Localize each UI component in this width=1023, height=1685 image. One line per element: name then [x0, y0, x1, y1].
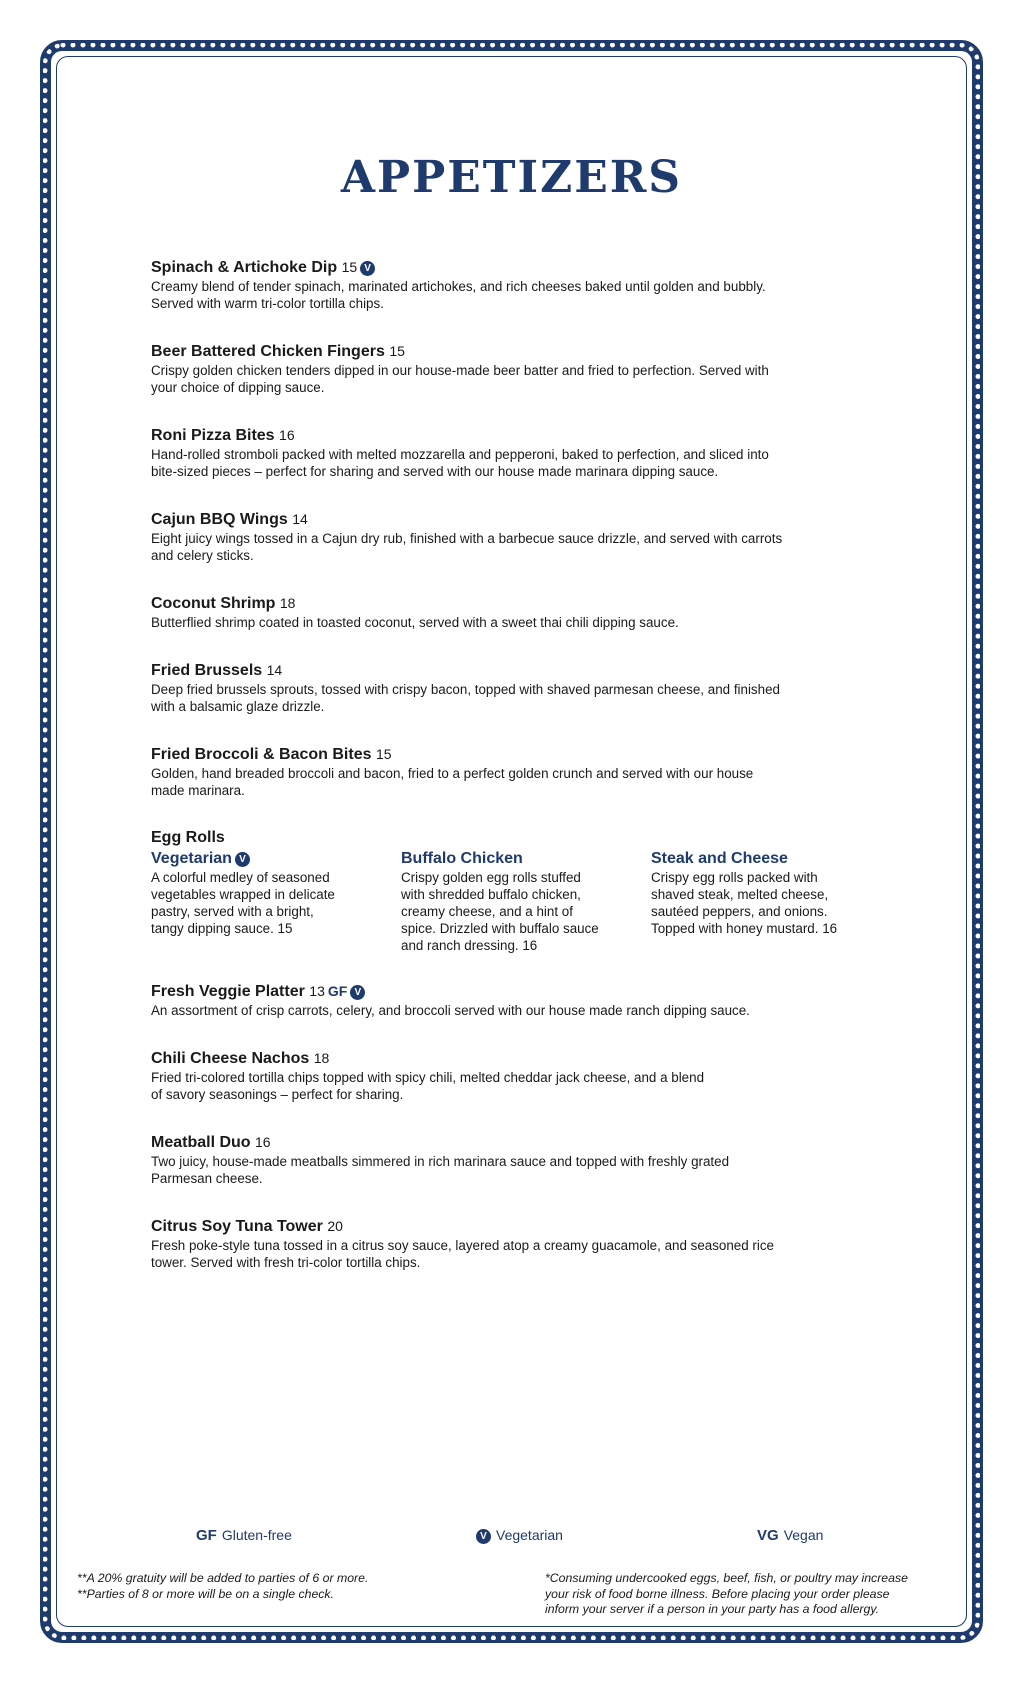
item-price: 18: [313, 1050, 330, 1066]
item-price: 20: [327, 1218, 343, 1234]
item-price: 16: [279, 427, 295, 443]
legend-label: Vegetarian: [496, 1527, 563, 1543]
egg-roll-buffalo-chicken: [401, 849, 621, 954]
menu-item-veggie-platter: [151, 982, 881, 1019]
item-name: Roni Pizza Bites: [151, 427, 275, 444]
egg-roll-steak-cheese: [651, 849, 871, 937]
menu-item-tuna-tower: [151, 1217, 881, 1271]
sub-item-description: Crispy egg rolls packed with shaved steak, melted cheese, sautéed peppers, and onions. Topped with honey mustard. 16: [651, 870, 838, 936]
item-description: Fresh poke-style tuna tossed in a citrus soy sauce, layered atop a creamy guacamole, and seasoned rice tower. Served with fresh tri-color tortilla chips.: [151, 1238, 774, 1270]
menu-item-chili-nachos: [151, 1049, 881, 1103]
health-advisory-note: *Consuming undercooked eggs, beef, fish, or poultry may increase your risk of food borne illness. Before placing your order please inform your server if a person in your party has a food allergy.: [545, 1571, 908, 1616]
item-name: Fried Broccoli & Bacon Bites: [151, 746, 372, 763]
item-name: Spinach & Artichoke Dip: [151, 259, 338, 276]
item-price: 15: [375, 746, 392, 762]
vegan-icon: VG: [757, 1527, 779, 1544]
item-name: Meatball Duo: [151, 1134, 251, 1151]
vegetarian-badge-icon: V: [235, 852, 250, 867]
item-price: 13: [309, 983, 325, 999]
item-price: 15: [341, 259, 358, 275]
item-description: Deep fried brussels sprouts, tossed with crispy bacon, topped with shaved parmesan cheese, and finished with a balsamic glaze drizzle.: [151, 682, 780, 714]
menu-item-spinach-dip: [151, 258, 881, 312]
item-name: Citrus Soy Tuna Tower: [151, 1218, 323, 1235]
menu-item-pizza-bites: [151, 426, 881, 480]
item-description: An assortment of crisp carrots, celery, and broccoli served with our house made ranch dipping sauce.: [151, 1003, 750, 1018]
menu-item-meatball-duo: [151, 1133, 881, 1187]
item-description: Eight juicy wings tossed in a Cajun dry rub, finished with a barbecue sauce drizzle, and served with carrots and celery sticks.: [151, 531, 783, 563]
legend-vegetarian: [476, 1527, 563, 1544]
sub-item-name: Vegetarian: [151, 850, 232, 867]
item-description: Creamy blend of tender spinach, marinated artichokes, and rich cheeses baked until golden and bubbly. Served with warm tri-color tortilla chips.: [151, 279, 766, 311]
item-description: Butterflied shrimp coated in toasted coconut, served with a sweet thai chili dipping sauce.: [151, 615, 679, 630]
item-name: Coconut Shrimp: [151, 595, 276, 612]
item-description: Crispy golden chicken tenders dipped in our house-made beer batter and fried to perfection. Served with your choice of dipping sauce.: [151, 363, 769, 395]
item-name: Cajun BBQ Wings: [151, 511, 288, 528]
menu-item-broccoli-bacon: [151, 745, 881, 799]
item-description: Hand-rolled stromboli packed with melted mozzarella and pepperoni, baked to perfection, and sliced into bite-sized pieces – perfect for sharing and served with our house made marinara dipping sauce.: [151, 447, 769, 479]
item-description: Fried tri-colored tortilla chips topped with spicy chili, melted cheddar jack cheese, and a blend of savory seasonings – perfect for sharing.: [151, 1070, 705, 1102]
item-price: 14: [266, 662, 283, 678]
menu-item-egg-rolls: [151, 829, 881, 959]
legend-gluten-free: [196, 1527, 292, 1544]
item-price: 14: [292, 511, 308, 527]
page-title: APPETIZERS: [340, 152, 683, 203]
legend-vegan: [757, 1527, 823, 1544]
item-name: Beer Battered Chicken Fingers: [151, 343, 385, 360]
sub-item-name: Buffalo Chicken: [401, 850, 523, 867]
item-price: 18: [279, 595, 296, 611]
gluten-free-icon: GF: [196, 1527, 217, 1544]
item-price: 15: [389, 343, 405, 359]
gratuity-note: **A 20% gratuity will be added to parties of 6 or more. **Parties of 8 or more will be on a single check.: [77, 1571, 369, 1601]
sub-item-description: A colorful medley of seasoned vegetables wrapped in delicate pastry, served with a bright, tangy dipping sauce. 15: [151, 870, 335, 936]
item-name: Fried Brussels: [151, 662, 263, 679]
menu-item-fried-brussels: [151, 661, 881, 715]
item-name: Fresh Veggie Platter: [151, 983, 305, 1000]
sub-item-name: Steak and Cheese: [651, 850, 788, 867]
menu-item-chicken-fingers: [151, 342, 881, 396]
legend-label: Vegan: [783, 1527, 824, 1543]
menu-item-cajun-wings: [151, 510, 881, 564]
menu-item-coconut-shrimp: [151, 594, 881, 631]
item-name: Chili Cheese Nachos: [151, 1050, 310, 1067]
sub-item-description: Crispy golden egg rolls stuffed with shredded buffalo chicken, creamy cheese, and a hint of spice. Drizzled with buffalo sauce and ranch dressing. 16: [401, 870, 599, 953]
item-price: 16: [255, 1134, 271, 1150]
legend-label: Gluten-free: [221, 1527, 292, 1543]
item-name: Egg Rolls: [151, 829, 225, 846]
vegetarian-badge-icon: V: [360, 261, 375, 276]
item-description: Golden, hand breaded broccoli and bacon, fried to a perfect golden crunch and served with our house made marinara.: [151, 766, 754, 798]
item-description: Two juicy, house-made meatballs simmered in rich marinara sauce and topped with freshly grated Parmesan cheese.: [151, 1154, 730, 1186]
egg-roll-vegetarian: [151, 849, 371, 937]
vegetarian-badge-icon: V: [350, 985, 365, 1000]
gluten-free-badge: GF: [327, 983, 348, 999]
vegetarian-icon: V: [476, 1529, 491, 1544]
